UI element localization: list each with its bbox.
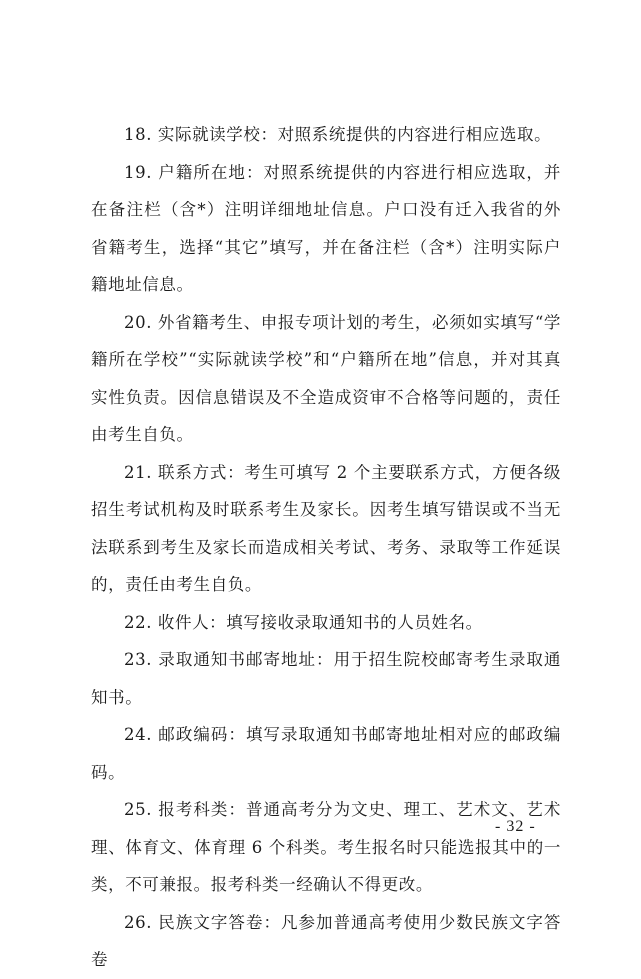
paragraph-24-postal-code: 24. 邮政编码：填写录取通知书邮寄地址相对应的邮政编码。 <box>91 725 561 782</box>
paragraph-19-household-registration: 19. 户籍所在地：对照系统提供的内容进行相应选取，并在备注栏（含*）注明详细地址信息。户口没有迁入我省的外省籍考生，选择“其它”填写，并在备注栏（含*）注明实际户籍地址信息。 <box>91 162 561 294</box>
paragraph-20-out-of-province-students: 20. 外省籍考生、申报专项计划的考生，必须如实填写“学籍所在学校”“实际就读学校”和“户籍所在地”信息，并对其真实性负责。因信息错误及不全造成资审不合格等问题的，责任由考生自负。 <box>91 312 561 444</box>
paragraph-22-recipient: 22. 收件人：填写接收录取通知书的人员姓名。 <box>124 612 483 632</box>
document-body <box>91 116 561 979</box>
paragraph-25-subject-category: 25. 报考科类：普通高考分为文史、理工、艺术文、艺术理、体育文、体育理 6 个科类。考生报名时只能选报其中的一类，不可兼报。报考科类一经确认不得更改。 <box>91 800 561 894</box>
page-number: - 32 - <box>495 818 536 835</box>
paragraph-26-ethnic-language-answers: 26. 民族文字答卷：凡参加普通高考使用少数民族文字答卷 <box>91 912 561 969</box>
paragraph-21-contact-info: 21. 联系方式：考生可填写 2 个主要联系方式，方便各级招生考试机构及时联系考生及家长。因考生填写错误或不当无法联系到考生及家长而造成相关考试、考务、录取等工作延误的，责任由考生自负。 <box>91 462 561 594</box>
paragraph-23-mailing-address: 23. 录取通知书邮寄地址：用于招生院校邮寄考生录取通知书。 <box>91 650 561 707</box>
paragraph-18-actual-school: 18. 实际就读学校：对照系统提供的内容进行相应选取。 <box>124 125 552 144</box>
